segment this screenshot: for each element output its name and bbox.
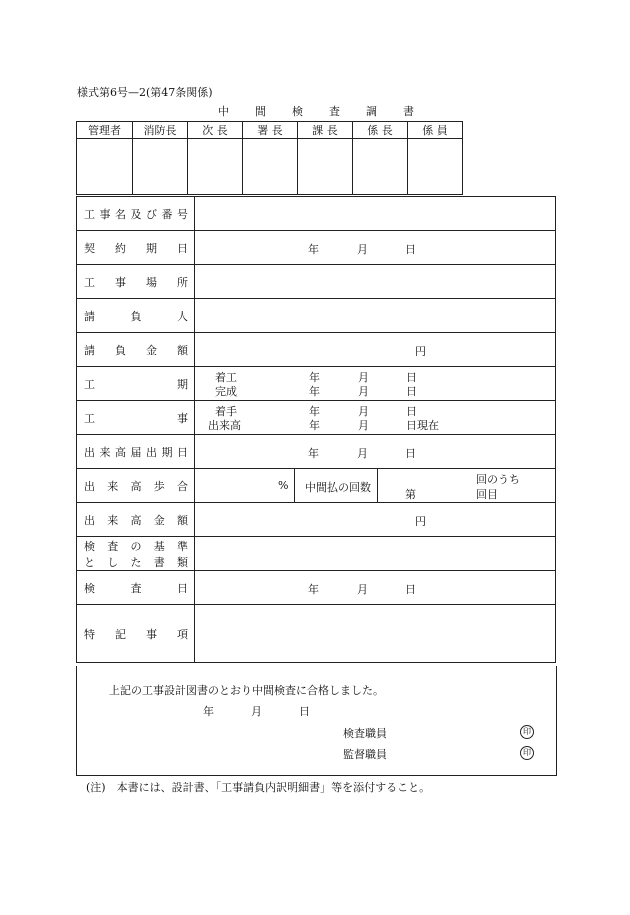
approval-stamp-station-chief[interactable] (243, 139, 298, 195)
field-remarks[interactable] (195, 605, 556, 663)
field-progress-rate[interactable]: % 中間払の回数 回のうち 第 回目 (195, 469, 556, 503)
field-contract-period[interactable] (195, 231, 556, 265)
approval-stamp-deputy[interactable] (188, 139, 243, 195)
field-inspection-date[interactable]: 年 月 日 (195, 571, 556, 605)
approval-header-unit-chief: 係 長 (353, 122, 408, 139)
certification-box: 上記の工事設計図書のとおり中間検査に合格しました。 年 月 日 検査職員 印 監督職員 印 (76, 666, 557, 776)
approval-stamp-unit-chief[interactable] (353, 139, 408, 195)
approval-header-staff: 係 員 (408, 122, 463, 139)
label-progress-amount: 出 来 高 金 額 (77, 503, 195, 537)
inspector-seal-icon[interactable]: 印 (520, 725, 534, 739)
label-remarks: 特 記 事 項 (77, 605, 195, 663)
approval-stamp-manager[interactable] (77, 139, 133, 195)
field-contractor[interactable] (195, 299, 556, 333)
inspector-label: 検査職員 (343, 727, 387, 740)
approval-header-station-chief: 署 長 (243, 122, 298, 139)
label-contract-amount: 請 負 金 額 (77, 333, 195, 367)
unit-month: 月 (357, 243, 368, 256)
label-work-name: 工 事 名 及 び 番 号 (77, 197, 195, 231)
approval-header-section-chief: 課 長 (298, 122, 353, 139)
supervisor-seal-icon[interactable]: 印 (520, 746, 534, 760)
inspection-form-table (76, 196, 556, 663)
field-work-period[interactable]: 着工 年 月 日 完成 年 月 日 (195, 367, 556, 401)
field-work-progress[interactable]: 着手 年 月 日 出来高 年 月 日現在 (195, 401, 556, 435)
unit-day: 日 (405, 243, 416, 256)
label-work-site: 工 事 場 所 (77, 265, 195, 299)
approval-stamp-staff[interactable] (408, 139, 463, 195)
field-progress-amount[interactable]: 円 (195, 503, 556, 537)
label-inspection-date: 検 査 日 (77, 571, 195, 605)
label-report-date: 出 来 高 届 出 期 日 (77, 435, 195, 469)
field-report-date[interactable]: 年 月 日 (195, 435, 556, 469)
label-begin: 着手 (215, 405, 237, 418)
field-contract-amount[interactable] (195, 333, 556, 367)
footnote: (注) 本書には、設計書、「工事請負内訳明細書」等を添付すること。 (86, 781, 431, 794)
label-progress-rate: 出 来 高 歩 合 (77, 469, 195, 503)
approval-header-fire-chief: 消防長 (133, 122, 188, 139)
approval-header-manager: 管理者 (77, 122, 133, 139)
approval-stamp-section-chief[interactable] (298, 139, 353, 195)
label-interim-count: 中間払の回数 (305, 481, 371, 494)
field-work-site[interactable] (195, 265, 556, 299)
field-basis-docs[interactable] (195, 537, 556, 571)
form-identifier: 様式第6号—2(第47条関係) (77, 86, 213, 99)
label-output: 出来高 (208, 419, 241, 432)
field-work-name[interactable] (195, 197, 556, 231)
label-start: 着工 (215, 371, 237, 384)
supervisor-label: 監督職員 (343, 748, 387, 761)
label-contractor: 請 負 人 (77, 299, 195, 333)
document-title: 中間検査調書 (218, 105, 440, 118)
certification-statement: 上記の工事設計図書のとおり中間検査に合格しました。 (109, 684, 384, 697)
label-basis-docs: 検 査 の 基 準 と し た 書 類 (77, 537, 195, 571)
label-complete: 完成 (215, 385, 237, 398)
approval-header-deputy: 次 長 (188, 122, 243, 139)
approval-stamp-fire-chief[interactable] (133, 139, 188, 195)
approval-table (76, 121, 463, 195)
label-contract-period: 契 約 期 日 (77, 231, 195, 265)
label-work-period: 工 期 (77, 367, 195, 401)
label-work-progress: 工 事 (77, 401, 195, 435)
unit-yen: 円 (415, 345, 426, 358)
unit-year: 年 (308, 243, 319, 256)
unit-percent: % (278, 479, 289, 492)
